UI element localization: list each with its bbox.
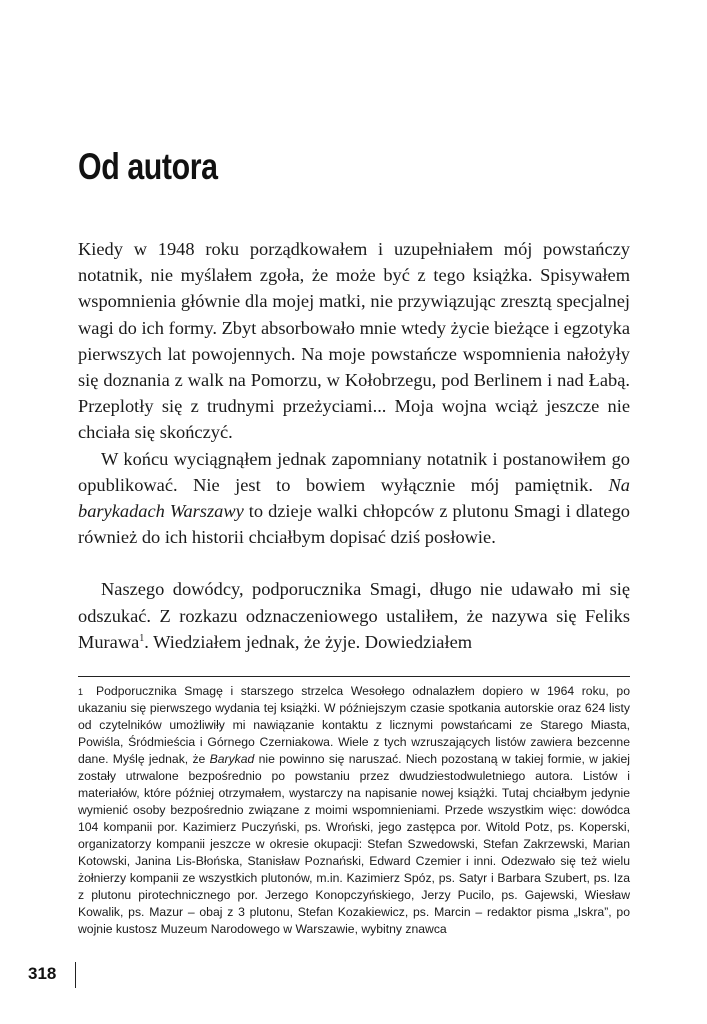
paragraph-3-text-start: Naszego dowódcy, podporucznika Smagi, długo nie udawało mi się odszukać. Z rozkazu odznaczeniowego ustaliłem, że nazywa się Feliks Murawa: [78, 579, 630, 652]
footnote-mark: 1: [78, 687, 84, 697]
footnote-italic-title: Barykad: [209, 752, 255, 766]
footnote: [78, 683, 630, 938]
paragraph-1-text: Kiedy w 1948 roku porządkowałem i uzupełniałem mój powstańczy notatnik, nie myślałem zgoła, że może być z tego książka. Spisywałem wspomnienia głównie dla mojej matki, nie przywiązując zresztą specjalnej wagi do ich formy. Zbyt absorbowało mnie wtedy życie bieżące i egzotyka pierwszych lat powojennych. Na moje powstańcze wspomnienia nałożyły się doznania z walk na Pomorzu, w Kołobrzegu, pod Berlinem i nad Łabą. Przeplotły się z trudnymi przeżyciami... Moja wojna wciąż jeszcze nie chciała się skończyć.: [78, 239, 630, 443]
paragraph-3-text-end: . Wiedziałem jednak, że żyje. Dowiedziałem: [144, 631, 473, 652]
book-title-italic: Na barykadach Warszawy: [78, 474, 630, 522]
body-text: [78, 236, 630, 655]
footnote-reference: 1: [139, 632, 145, 644]
footnote-text-start: Podporucznika Smagę i starszego strzelca Wesołego odnalazłem dopiero w 1964 roku, po ukazaniu się pierwszego wydania tej książki. W późniejszym czasie spotkania autorskie oraz 624 listy od czytelników umożliwiły mi nawiązanie kontaktu z licznymi powstańcami ze Starego Miasta, Powiśla, Śródmieścia i Górnego Czerniakowa. Wiele z tych wzruszających listów zawiera bezcenne dane. Myślę jednak, że: [78, 684, 630, 766]
chapter-title: Od autora: [78, 146, 218, 187]
footnote-text-end: nie powinno się naruszać. Niech pozostaną w takiej formie, w jakiej zostały utrwalone bezpośrednio po powstaniu przez dwudziestodwuletniego autora. Listów i materiałów, które później otrzymałem, wystarczy na napisanie nowej książki. Tutaj chciałbym jedynie wymienić osoby bezpośrednio związane z moimi wspomnieniami. Przede wszystkim więc: dowódca 104 kompanii por. Kazimierz Puczyński, ps. Wroński, jego zastępca por. Witold Potz, ps. Koperski, organizatorzy kompanii jeszcze w okresie okupacji: Stefan Szwedowski, Stefan Zakrzewski, Marian Kotowski, Janina Lis-Błońska, Stanisław Poznański, Edward Czemier i inni. Odezwało się też wielu żołnierzy kompanii ze wszystkich plutonów, m.in. Kazimierz Spóz, ps. Satyr i Barbara Szubert, ps. Iza z plutonu pirotechnicznego por. Jerzego Konopczyńskiego, Jerzy Pucilo, ps. Gajewski, Wiesław Kowalik, ps. Mazur – obaj z 3 plutonu, Stefan Kozakiewicz, ps. Marcin – redaktor pisma „Iskra”, po wojnie kustosz Muzeum Narodowego w Warszawie, wybitny znawca: [78, 752, 630, 936]
paragraph-2: [78, 446, 630, 551]
paragraph-2-text-end: to dzieje walki chłopców z plutonu Smagi i dlatego również do ich historii chciałbym dopisać dziś posłowie.: [78, 501, 630, 548]
paragraph-3: [78, 576, 630, 655]
page-number: 318: [28, 964, 57, 983]
footnote-divider: [78, 676, 630, 677]
paragraph-1: [78, 236, 630, 446]
page-number-divider: [75, 962, 76, 988]
paragraph-2-text-start: W końcu wyciągnąłem jednak zapomniany notatnik i postanowiłem go opublikować. Nie jest to bowiem wyłącznie mój pamiętnik.: [78, 448, 630, 495]
